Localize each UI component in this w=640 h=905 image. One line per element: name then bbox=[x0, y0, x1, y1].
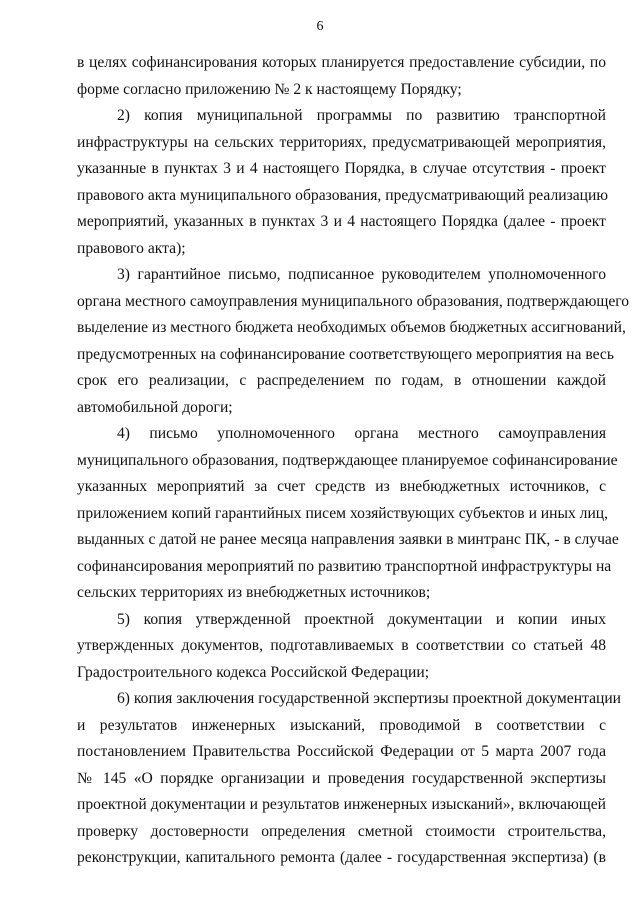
text-line: 4) письмо уполномоченного органа местного самоуправления bbox=[117, 425, 606, 442]
page-number: 6 bbox=[316, 19, 324, 34]
text-line: приложением копий гарантийных писем хозяйствующих субъектов и иных лиц, bbox=[77, 504, 609, 522]
text-line: сельских территориях из внебюджетных источников; bbox=[77, 584, 431, 601]
paragraph-item-4 bbox=[77, 421, 619, 607]
text-line: реконструкции, капитального ремонта (далее - государственная экспертиза) (в bbox=[77, 849, 606, 866]
text-line: выданных с датой не ранее месяца направления заявки в минтранс ПК, - в случае bbox=[77, 531, 619, 548]
text-line: проектной документации и результатов инженерных изысканий», включающей bbox=[77, 796, 606, 813]
text-line: 6) копия заключения государственной экспертизы проектной документации bbox=[117, 690, 622, 707]
text-line: утвержденных документов, подготавливаемых в соответствии со статьей 48 bbox=[77, 637, 606, 654]
text-line: софинансирования мероприятий по развитию транспортной инфраструктуры на bbox=[77, 557, 612, 575]
text-line: автомобильной дороги; bbox=[77, 398, 233, 416]
text-line: постановлением Правительства Российской Федерации от 5 марта 2007 года bbox=[77, 743, 606, 760]
text-line: Градостроительного кодекса Российской Федерации; bbox=[77, 663, 430, 681]
text-line: мероприятий, указанных в пунктах 3 и 4 настоящего Порядка (далее - проект bbox=[77, 213, 606, 230]
text-line: № 145 «О порядке организации и проведения государственной экспертизы bbox=[77, 769, 606, 787]
text-line: предусмотренных на софинансирование соответствующего мероприятия на весь bbox=[77, 345, 614, 363]
text-line: выделение из местного бюджета необходимых объемов бюджетных ассигнований, bbox=[77, 319, 626, 336]
text-line: правового акта); bbox=[77, 239, 186, 257]
paragraph-item-2 bbox=[77, 103, 609, 262]
text-line: срок его реализации, с распределением по годам, в отношении каждой bbox=[77, 372, 606, 389]
text-line: форме согласно приложению № 2 к настоящему Порядку; bbox=[77, 80, 462, 98]
text-line: муниципального образования, подтверждающее планируемое софинансирование bbox=[77, 451, 618, 469]
text-line: 2) копия муниципальной программы по развитию транспортной bbox=[117, 107, 606, 124]
text-line: 3) гарантийное письмо, подписанное руководителем уполномоченного bbox=[117, 266, 606, 283]
text-line: указанные в пунктах 3 и 4 настоящего Порядка, в случае отсутствия - проект bbox=[77, 160, 606, 177]
paragraph-item-3 bbox=[77, 262, 630, 421]
text-line: в целях софинансирования которых планируется предоставление субсидии, по bbox=[77, 54, 606, 71]
text-line: правового акта муниципального образования, предусматривающий реализацию bbox=[77, 186, 609, 204]
text-line: 5) копия утвержденной проектной документации и копии иных bbox=[117, 610, 606, 628]
text-line: и результатов инженерных изысканий, проводимой в соответствии с bbox=[77, 716, 606, 734]
text-line: проверку достоверности определения сметной стоимости строительства, bbox=[77, 822, 606, 840]
paragraph-item-5 bbox=[77, 607, 606, 687]
paragraph-continuation bbox=[77, 50, 606, 103]
text-line: инфраструктуры на сельских территориях, предусматривающей мероприятия, bbox=[77, 133, 606, 151]
paragraph-item-6 bbox=[77, 686, 622, 872]
document-body bbox=[77, 50, 630, 872]
text-line: указанных мероприятий за счет средств из внебюджетных источников, с bbox=[77, 478, 606, 495]
text-line: органа местного самоуправления муниципального образования, подтверждающего bbox=[77, 292, 630, 310]
